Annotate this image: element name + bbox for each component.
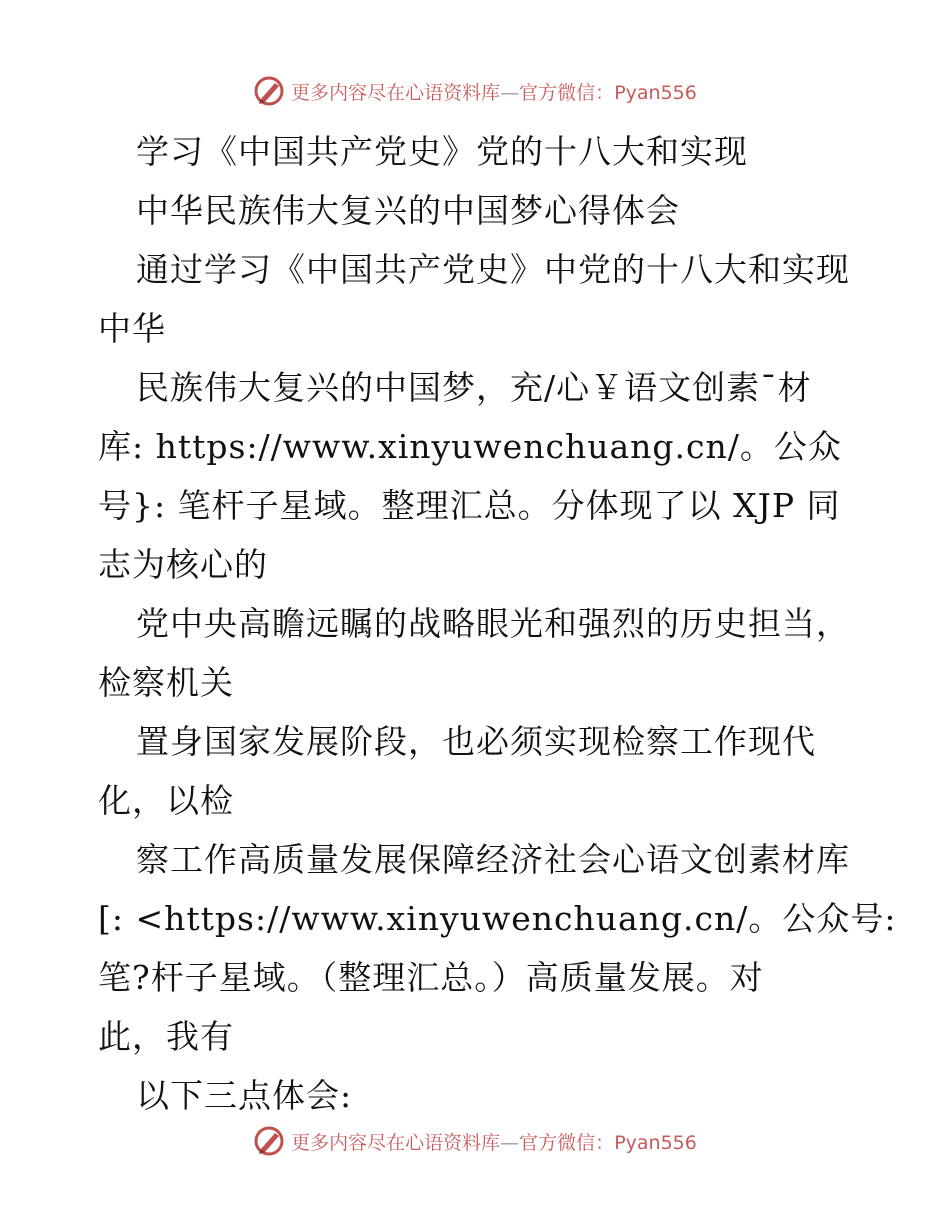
text-line: 察工作高质量发展保障经济社会心语文创素材库 [136,840,850,879]
text-line: 库: https://www.xinyuwenchuang.cn/。公众 [98,427,842,466]
banner-text: 更多内容尽在心语资料库—官方微信：Pyan556 [291,81,697,104]
text-line: 笔?杆子星域。（整理汇总。）高质量发展。对 [98,958,764,997]
text-line: 中华 [98,309,166,348]
footer-watermark-banner [0,1121,950,1161]
text-line: 化，以检 [98,781,234,820]
text-line: 此，我有 [98,1017,234,1056]
header-watermark-banner [0,71,950,111]
pen-logo-icon [253,1125,285,1157]
text-line: 志为核心的 [98,545,268,584]
text-line: 学习《中国共产党史》党的十八大和实现 [136,132,748,171]
text-line: 置身国家发展阶段，也必须实现检察工作现代 [136,722,816,761]
banner-text: 更多内容尽在心语资料库—官方微信：Pyan556 [291,1131,697,1154]
text-line: 中华民族伟大复兴的中国梦心得体会 [136,191,680,230]
text-line: 民族伟大复兴的中国梦，充/心￥语文创素¯材 [136,368,812,407]
pen-logo-icon [253,75,285,107]
text-line: 党中央高瞻远瞩的战略眼光和强烈的历史担当， [136,604,850,643]
document-body [98,122,897,1125]
text-line: [: <https://www.xinyuwenchuang.cn/。公众号: [98,899,897,938]
text-line: 以下三点体会: [136,1076,353,1115]
text-line: 号}: 笔杆子星域。整理汇总。分体现了以 XJP 同 [98,486,841,525]
text-line: 检察机关 [98,663,234,702]
text-line: 通过学习《中国共产党史》中党的十八大和实现 [136,250,850,289]
